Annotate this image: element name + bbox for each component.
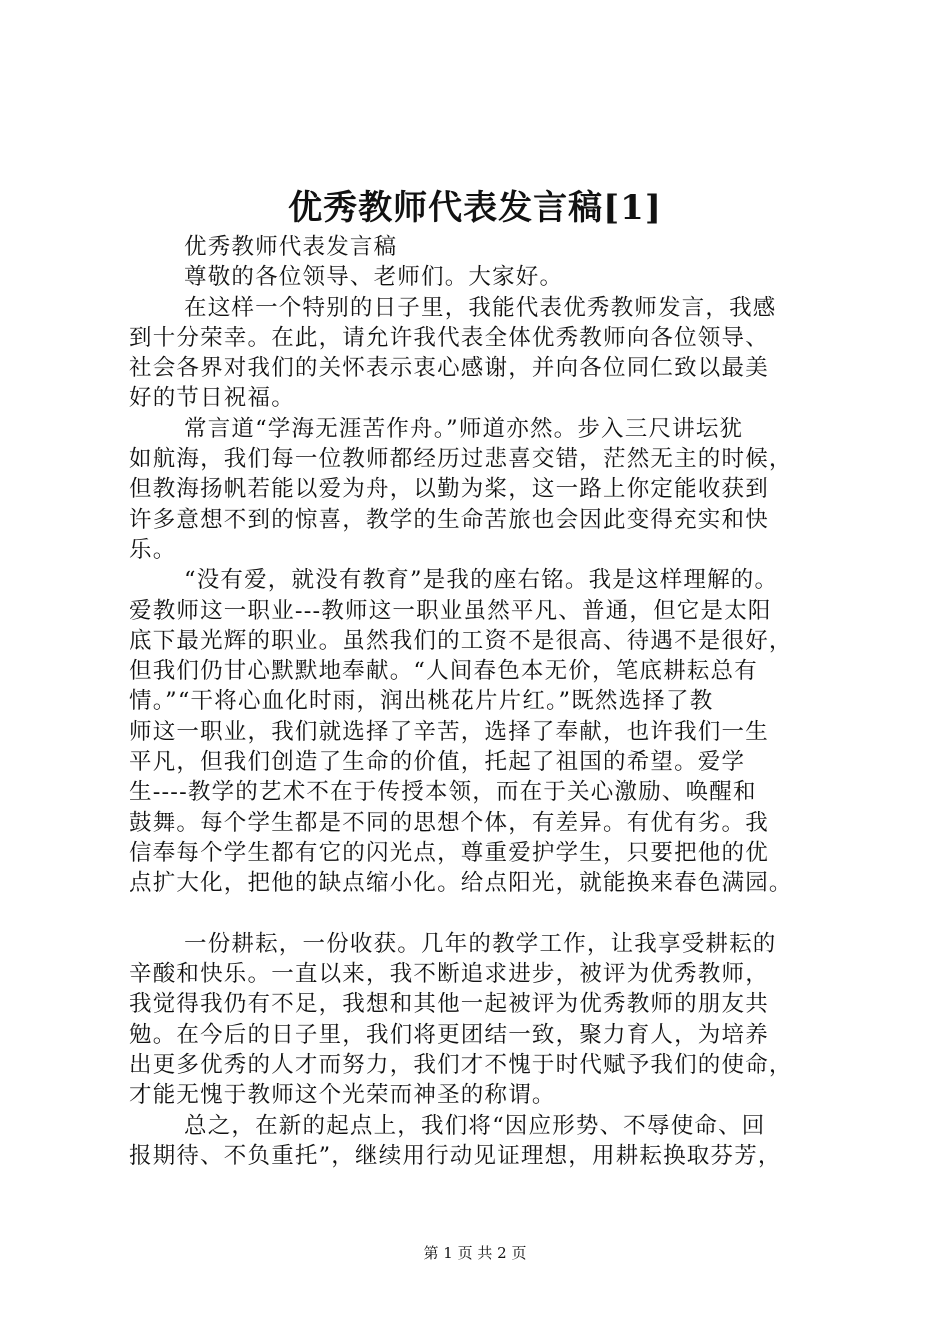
paragraph-line: “没有爱，就没有教育”是我的座右铭。我是这样理解的。 — [184, 567, 779, 594]
paragraph-line: 辛酸和快乐。一直以来，我不断追求进步，被评为优秀教师， — [129, 961, 769, 988]
paragraph-line: 爱教师这一职业---教师这一职业虽然平凡、普通，但它是太阳 — [129, 597, 772, 624]
paragraph-line: 信奉每个学生都有它的闪光点，尊重爱护学生，只要把他的优 — [129, 839, 769, 866]
paragraph-line: 出更多优秀的人才而努力，我们才不愧于时代赋予我们的使命， — [129, 1052, 793, 1079]
paragraph-line: 师这一职业，我们就选择了辛苦，选择了奉献，也许我们一生 — [129, 718, 769, 745]
paragraph-line: 鼓舞。每个学生都是不同的思想个体，有差异。有优有劣。我 — [129, 809, 769, 836]
subtitle-line: 优秀教师代表发言稿 — [184, 234, 398, 260]
paragraph-line: 许多意想不到的惊喜，教学的生命苦旅也会因此变得充实和快 — [129, 506, 769, 533]
paragraph-line: 但我们仍甘心默默地奉献。“人间春色本无价，笔底耕耘总有 — [129, 658, 758, 685]
paragraph-line: 生----教学的艺术不在于传授本领，而在于关心激励、唤醒和 — [129, 779, 757, 806]
greeting-line: 尊敬的各位领导、老师们。大家好。 — [184, 264, 564, 291]
paragraph-line: 情。”“干将心血化时雨，润出桃花片片红。”既然选择了教 — [129, 688, 714, 715]
paragraph-line: 好的节日祝福。 — [129, 385, 295, 412]
page-footer: 第 1 页 共 2 页 — [423, 1244, 527, 1262]
paragraph-line: 点扩大化，把他的缺点缩小化。给点阳光，就能换来春色满园。 — [129, 870, 793, 897]
paragraph-line: 在这样一个特别的日子里，我能代表优秀教师发言，我感 — [184, 294, 777, 321]
paragraph-line: 到十分荣幸。在此，请允许我代表全体优秀教师向各位领导、 — [129, 324, 769, 351]
paragraph-line: 平凡，但我们创造了生命的价值，托起了祖国的希望。爱学 — [129, 749, 746, 776]
paragraph-line: 社会各界对我们的关怀表示衷心感谢，并向各位同仁致以最美 — [129, 355, 769, 382]
paragraph-line: 我觉得我仍有不足，我想和其他一起被评为优秀教师的朋友共 — [129, 991, 769, 1018]
document-title: 优秀教师代表发言稿[1] — [288, 188, 662, 228]
paragraph-line: 如航海，我们每一位教师都经历过悲喜交错，茫然无主的时候， — [129, 446, 793, 473]
paragraph-line: 一份耕耘，一份收获。几年的教学工作，让我享受耕耘的 — [184, 930, 777, 957]
paragraph-line: 勉。在今后的日子里，我们将更团结一致，聚力育人，为培养 — [129, 1021, 769, 1048]
paragraph-line: 乐。 — [129, 536, 177, 563]
paragraph-line: 底下最光辉的职业。虽然我们的工资不是很高、待遇不是很好， — [129, 627, 793, 654]
paragraph-line: 才能无愧于教师这个光荣而神圣的称谓。 — [129, 1082, 556, 1109]
blank-line — [129, 899, 841, 929]
paragraph-line: 常言道“学海无涯苦作舟。”师道亦然。步入三尺讲坛犹 — [184, 415, 744, 442]
paragraph-line: 总之，在新的起点上，我们将“因应形势、不辱使命、回 — [184, 1112, 766, 1139]
paragraph-line: 但教海扬帆若能以爱为舟，以勤为桨，这一路上你定能收获到 — [129, 476, 769, 503]
document-body — [129, 232, 841, 1171]
paragraph-line: 报期待、不负重托”，继续用行动见证理想，用耕耘换取芬芳， — [129, 1142, 782, 1169]
